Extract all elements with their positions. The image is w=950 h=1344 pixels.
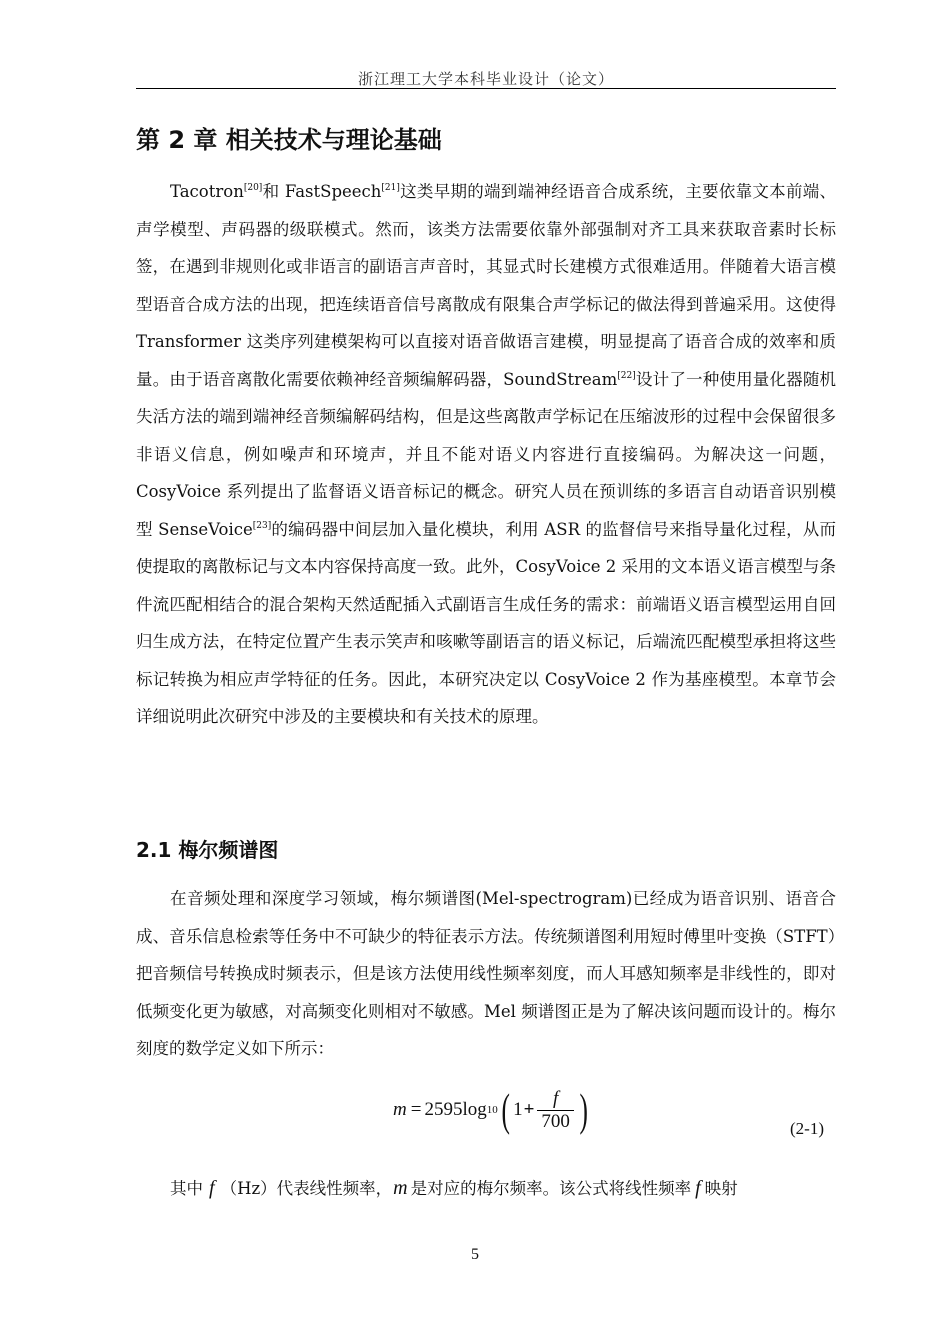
mel-paragraph: 在音频处理和深度学习领域，梅尔频谱图(Mel-spectrogram)已经成为语音识别、语音合成、音乐信息检索等任务中不可缺少的特征表示方法。传统频谱图利用短时傅里叶变换（STFT）把音频信号转换成时频表示，但是该方法使用线性频率刻度，而人耳感知频率是非线性的，即对低频变化更为敏感，对高频变化则相对不敏感。Mel 频谱图正是为了解决该问题而设计的。梅尔刻度的数学定义如下所示： (136, 889, 836, 1058)
var-m: m (393, 1177, 408, 1199)
eq-one: 1 (513, 1099, 523, 1120)
text-run: 其中 (170, 1179, 203, 1198)
text-run: （Hz）代表线性频率， (220, 1179, 393, 1198)
citation-22[interactable]: [22] (617, 370, 636, 381)
citation-21[interactable]: [21] (381, 183, 400, 193)
eq-coef: 2595 (424, 1099, 463, 1120)
text-run: 是对应的梅尔频率。该公式将线性频率 (410, 1179, 692, 1198)
running-header: 浙江理工大学本科毕业设计（论文） (357, 70, 614, 88)
citation-20[interactable]: [20] (243, 183, 263, 193)
text-run: 设计了一种使用量化器随机失活方法的端到端神经音频编解码结构，但是这些离散声学标记在压缩波形的过程中会保留很多非语义信息，例如噪声和环境声，并且不能对语义内容进行直接编码。为解决这一问题，CosyVoice 系列提出了监督语义语音标记的概念。研究人员在预训练的多语言自动语音识别模型 SenseVoice (136, 369, 837, 539)
eq-log: log (462, 1099, 487, 1120)
text-run: 这类早期的端到端神经语音合成系统，主要依靠文本前端、声学模型、声码器的级联模式。然而，该类方法需要依靠外部强制对齐工具来获取音素时长标签，在遇到非规则化或非语言的副语言声音时，其显式时长建模方式很难适用。伴随着大语言模型语音合成方法的出现，把连续语音信号离散成有限集合声学标记的做法得到普遍采用。这使得 Transformer 这类序列建模架构可以直接对语音做语言建模，明显提高了语音合成的效率和质量。由于语音离散化需要依赖神经音频编解码器，SoundStream (136, 182, 836, 389)
eq-lhs: m (393, 1099, 407, 1120)
citation-23[interactable]: [23] (252, 520, 272, 531)
intro-paragraph (136, 173, 836, 736)
eq-right-paren: ) (579, 1084, 588, 1135)
text-run: 和 FastSpeech (262, 182, 382, 201)
var-f: f (209, 1177, 215, 1199)
section-title: 2.1 梅尔频谱图 (136, 838, 279, 862)
var-f: f (695, 1177, 701, 1199)
text-run: Tacotron (170, 182, 244, 201)
eq-fraction (537, 1088, 574, 1133)
chapter-title: 第 2 章 相关技术与理论基础 (136, 126, 442, 154)
equation-number: (2-1) (790, 1119, 824, 1138)
eq-log-base: 10 (486, 1104, 498, 1116)
eq-denominator: 700 (541, 1110, 570, 1132)
eq-plus: + (523, 1099, 535, 1120)
variables-paragraph (136, 1170, 836, 1208)
text-run: 的编码器中间层加入量化模块，利用 ASR 的监督信号来指导量化过程，从而使提取的离散标记与文本内容保持高度一致。此外，CosyVoice 2 采用的文本语义语言模型与条件流匹配相结合的混合架构天然适配插入式副语言生成任务的需求：前端语义语言模型运用自回归生成方法，在特定位置产生表示笑声和咳嗽等副语言的语义标记，后端流匹配模型承担将这些标记转换为相应声学特征的任务。因此，本研究决定以 CosyVoice 2 作为基座模型。本章节会详细说明此次研究中涉及的主要模块和有关技术的原理。 (136, 519, 836, 726)
text-run: 映射 (704, 1179, 738, 1198)
page-number: 5 (471, 1246, 479, 1263)
eq-left-paren: ( (501, 1084, 510, 1135)
header-rule (136, 88, 836, 89)
eq-equals: = (410, 1099, 422, 1120)
mel-equation (393, 1080, 591, 1140)
eq-numerator: f (553, 1087, 559, 1109)
